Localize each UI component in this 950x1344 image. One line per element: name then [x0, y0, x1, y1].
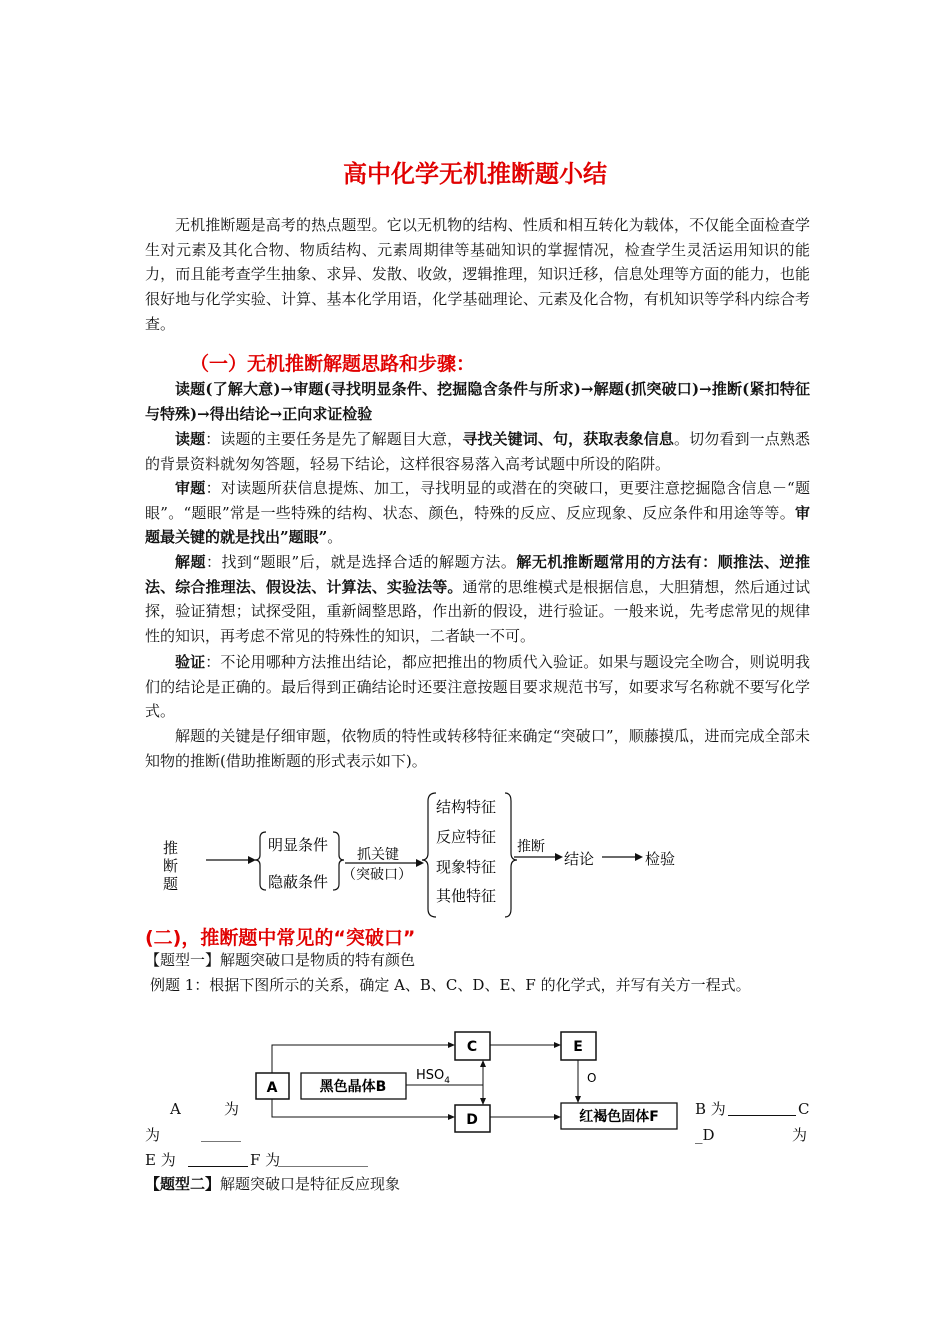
answer-f-label: F 为: [250, 1151, 281, 1169]
answer-c-label: C: [798, 1100, 810, 1118]
answer-a-label: A: [170, 1100, 181, 1118]
section2-heading: (二)，推断题中常见的“突破口”: [145, 927, 416, 949]
arrow-a-d-head: [448, 1114, 455, 1120]
o-label: O: [587, 1071, 597, 1085]
box-e-label: E: [573, 1039, 583, 1055]
flow-feature-4: 其他特征: [436, 887, 497, 905]
answer-e-label: E 为: [145, 1151, 176, 1169]
reading-paragraph: 读题：读题的主要任务是先了解题目大意，寻找关键词、句，获取表象信息。切勿看到一点熟悉的背景资料就匆匆答题，轻易下结论，这样很容易落入高考试题中所设的陷阱。: [145, 430, 810, 473]
arrow-c-e-head: [554, 1042, 561, 1048]
section1-heading: （一）无机推断解题思路和步骤：: [190, 353, 476, 375]
flow-grab-1: 抓关键: [357, 847, 399, 863]
reading-label: 读题: [175, 430, 206, 448]
key-paragraph: 解题的关键是仔细审题，依物质的特性或转移特征来确定“突破口”，顺藤摸瓜，进而完成全部未知物的推断(借助推断题的形式表示如下)。: [145, 727, 810, 770]
features-left-brace-icon: [422, 793, 436, 917]
verify-label: 验证: [175, 653, 206, 671]
answer-e-blank[interactable]: [188, 1151, 248, 1167]
box-f-label: 红褐色固体F: [579, 1109, 659, 1125]
type2-bracket: 【题型二】: [145, 1175, 221, 1193]
solve-paragraph: 解题：找到“题眼”后，就是选择合适的解题方法。解无机推断题常用的方法有：顺推法、逆推法、综合推理法、假设法、计算法、实验法等。通常的思维模式是根据信息，大胆猜想，然后通过试探，验证猜想；试探受阻，重新阔整思路，作出新的假设，进行验证。一般来说，先考虑常见的规律性的知识，再考虑不常见的特殊性的知识，二者缺一不可。: [145, 553, 810, 646]
answer-d-label: _D: [695, 1126, 715, 1144]
flow-condition-1: 明显条件: [268, 836, 329, 854]
left-brace-icon: [255, 832, 266, 890]
review-paragraph: 审题：对读题所获信息提炼、加工，寻找明显的或潜在的突破口，更要注意挖掘隐含信息－“题眼”。“题眼”常是一些特殊的结构、状态、颜色，特殊的反应、反应现象、反应条件和用途等等。审题最关键的就是找出”题眼”。: [145, 479, 810, 547]
reagent-label: $HSO_4$: [416, 1068, 450, 1086]
answer-c-wei: 为: [145, 1126, 161, 1144]
features-right-brace-icon: [505, 793, 517, 917]
arrow-a-d: [272, 1099, 448, 1117]
arrow-e-f-head: [575, 1096, 581, 1103]
inference-flow-diagram: [0, 785, 950, 925]
answer-c-blank[interactable]: [201, 1126, 241, 1142]
flow-feature-3: 现象特征: [436, 858, 497, 876]
arrow-a-c-head: [448, 1042, 455, 1048]
type2-text: 解题突破口是特征反应现象: [220, 1175, 401, 1193]
flow-start-2: 断: [163, 857, 179, 875]
flow-feature-2: 反应特征: [436, 828, 497, 846]
flow-condition-2: 隐蔽条件: [268, 873, 329, 891]
flow-arrow-4-head: [635, 853, 643, 861]
page-title: 高中化学无机推断题小结: [343, 160, 607, 188]
type1-line: 【题型一】解题突破口是物质的特有颜色: [145, 951, 416, 969]
flow-check: 检验: [645, 850, 676, 868]
solve-label: 解题: [175, 553, 206, 571]
flow-infer: 推断: [517, 839, 545, 855]
arrow-d-f-head: [554, 1114, 561, 1120]
flow-arrow-3-head: [555, 853, 563, 861]
intro-paragraph: 无机推断题是高考的热点题型。它以无机物的结构、性质和相互转化为载体，不仅能全面检查学生对元素及其化合物、物质结构、元素周期律等基础知识的掌握情况，检查学生灵活运用知识的能力，而且能考查学生抽象、求异、发散、收敛，逻辑推理，知识迁移，信息处理等方面的能力，也能很好地与化学实验、计算、基本化学用语，化学基础理论、元素及化合物，有机知识等学科内综合考查。: [145, 216, 810, 333]
box-c-label: C: [466, 1039, 478, 1055]
box-d-label: D: [466, 1112, 478, 1128]
arrow-to-c-head: [480, 1060, 486, 1067]
answer-b-label: B 为: [695, 1100, 726, 1118]
verify-paragraph: 验证：不论用哪种方法推出结论，都应把推出的物质代入验证。如果与题设完全吻合，则说明我们的结论是正确的。最后得到正确结论时还要注意按题目要求规范书写，如要求写名称就不要写化学式。: [145, 653, 810, 721]
answer-d-wei: 为: [792, 1126, 808, 1144]
answer-a-wei: 为: [224, 1100, 240, 1118]
review-label: 审题: [175, 479, 206, 497]
flow-start-3: 题: [163, 875, 179, 893]
flow-feature-1: 结构特征: [436, 798, 497, 816]
type2-line: [145, 1173, 400, 1195]
flow-grab-2: （突破口）: [342, 867, 412, 883]
example1-line: 例题 1：根据下图所示的关系，确定 A、B、C、D、E、F 的化学式，并写有关方一程式。: [150, 976, 751, 994]
flow-arrow-1-head: [248, 856, 256, 864]
box-b-label: 黑色晶体B: [319, 1079, 387, 1095]
flow-start-1: 推: [163, 839, 179, 857]
flow-conclusion: 结论: [564, 850, 595, 868]
answer-f-blank[interactable]: [278, 1151, 368, 1167]
arrow-to-d-head: [480, 1098, 486, 1105]
steps-paragraph: 读题(了解大意)→审题(寻找明显条件、挖掘隐含条件与所求)→解题(抓突破口)→推断(紧扣特征与特殊)→得出结论→正向求证检验: [145, 380, 810, 423]
box-a-label: A: [266, 1080, 278, 1096]
answer-b-blank[interactable]: [728, 1100, 796, 1116]
